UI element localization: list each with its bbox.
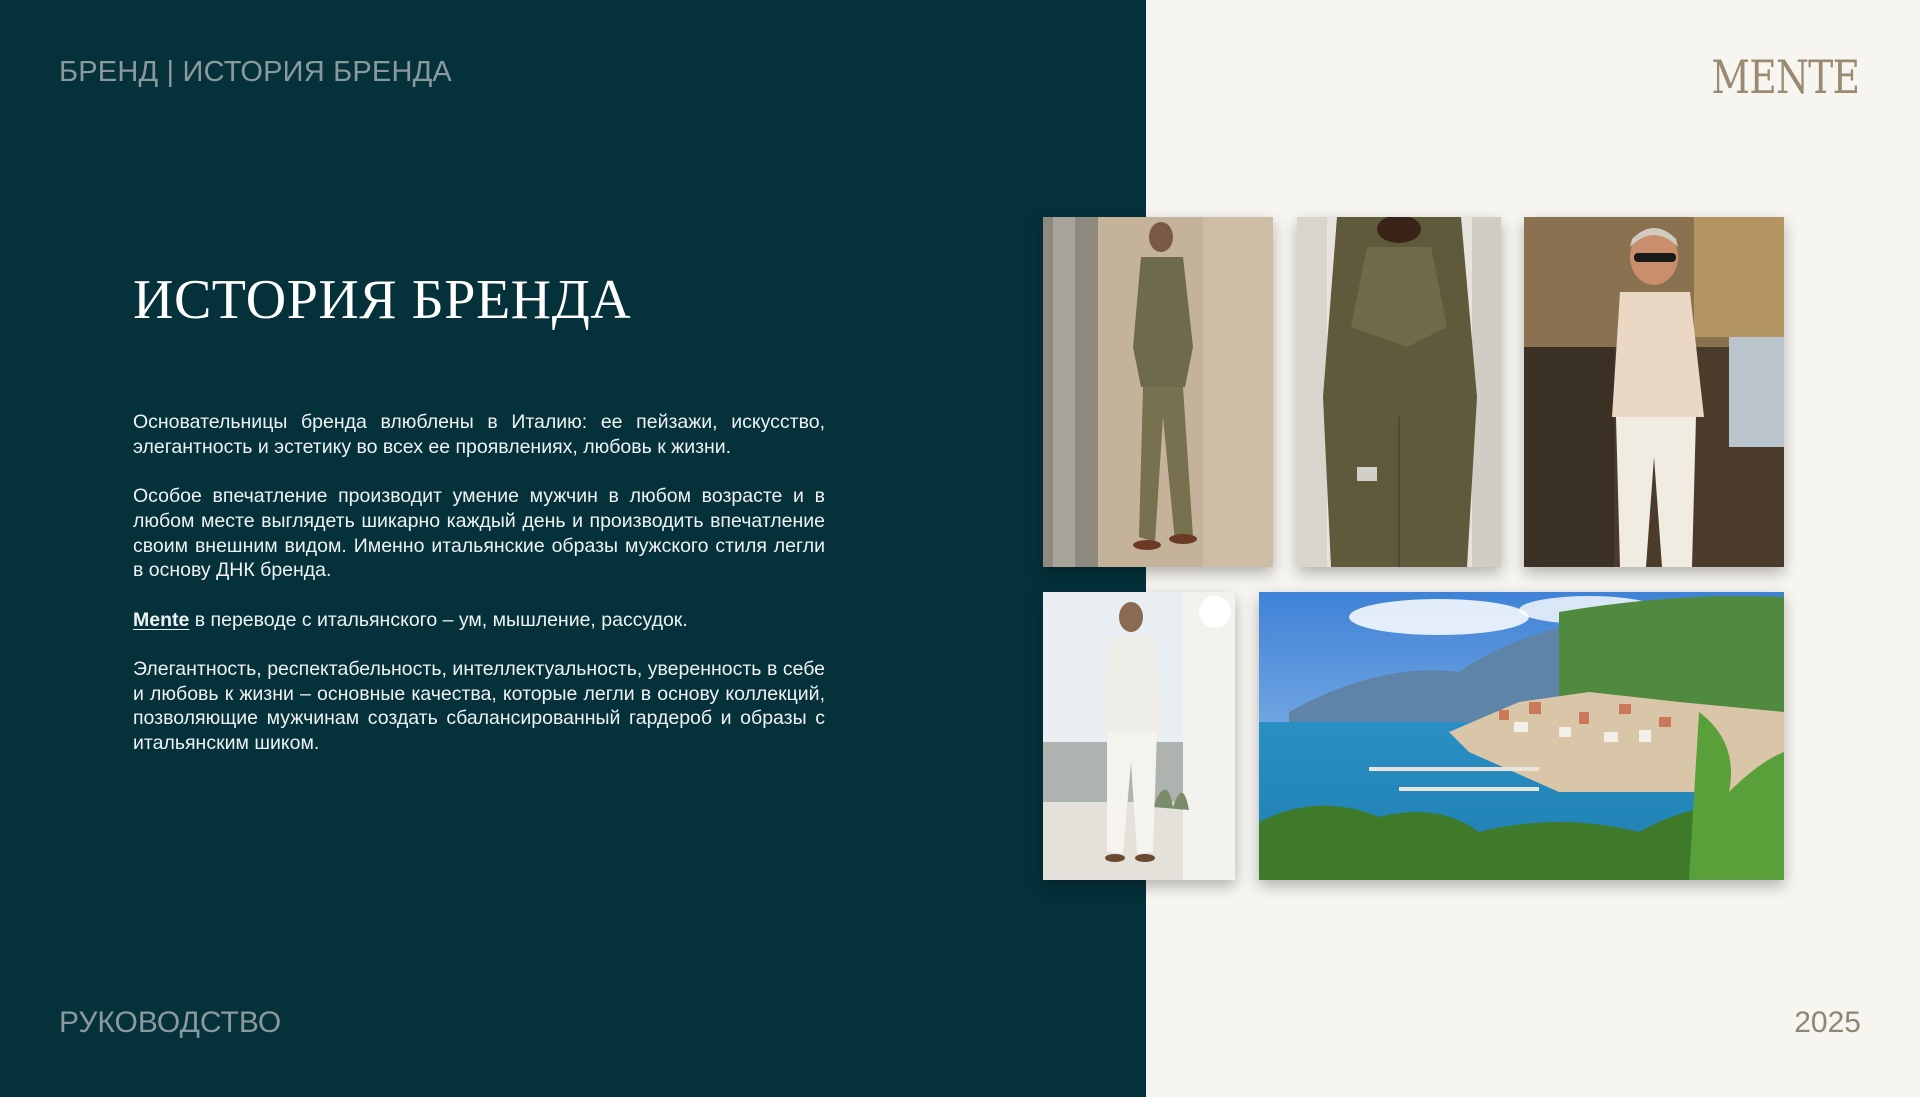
photo-olive-knit-closeup (1297, 217, 1501, 567)
photo-man-cream-sunglasses (1524, 217, 1784, 567)
breadcrumb: БРЕНД | ИСТОРИЯ БРЕНДА (59, 56, 452, 88)
paragraph-3: Элегантность, респектабельность, интеллектуальность, уверенность в себе и любовь к жизни – основные качества, которые легли в основу коллекций, позволяющие мужчинам создать сбалансированный гардероб и образы с итальянским шиком. (133, 657, 825, 755)
photo-man-white-cardigan (1043, 592, 1235, 880)
brand-meaning: в переводе с итальянского – ум, мышление, рассудок. (189, 608, 688, 631)
footer-year: 2025 (1794, 1006, 1861, 1039)
photo-man-olive-column (1043, 217, 1273, 567)
footer-section-label: РУКОВОДСТВО (59, 1006, 282, 1039)
paragraph-2: Особое впечатление производит умение мужчин в любом возрасте и в любом месте выглядеть шикарно каждый день и производить впечатление своим внешним видом. Именно итальянские образы мужского стиля легли в основу ДНК бренда. (133, 485, 825, 582)
page-title: ИСТОРИЯ БРЕНДА (133, 269, 632, 331)
brand-word: Mente (133, 608, 190, 631)
brand-logo: MENTE (1711, 50, 1859, 104)
brand-story-text (133, 410, 825, 780)
paragraph-1: Основательницы бренда влюблены в Италию: ее пейзажи, искусство, элегантность и эстетику во всех ее проявлениях, любовь к жизни. (133, 411, 825, 458)
paragraph-brand-meaning (133, 608, 825, 633)
photo-amalfi-coast (1259, 592, 1784, 880)
